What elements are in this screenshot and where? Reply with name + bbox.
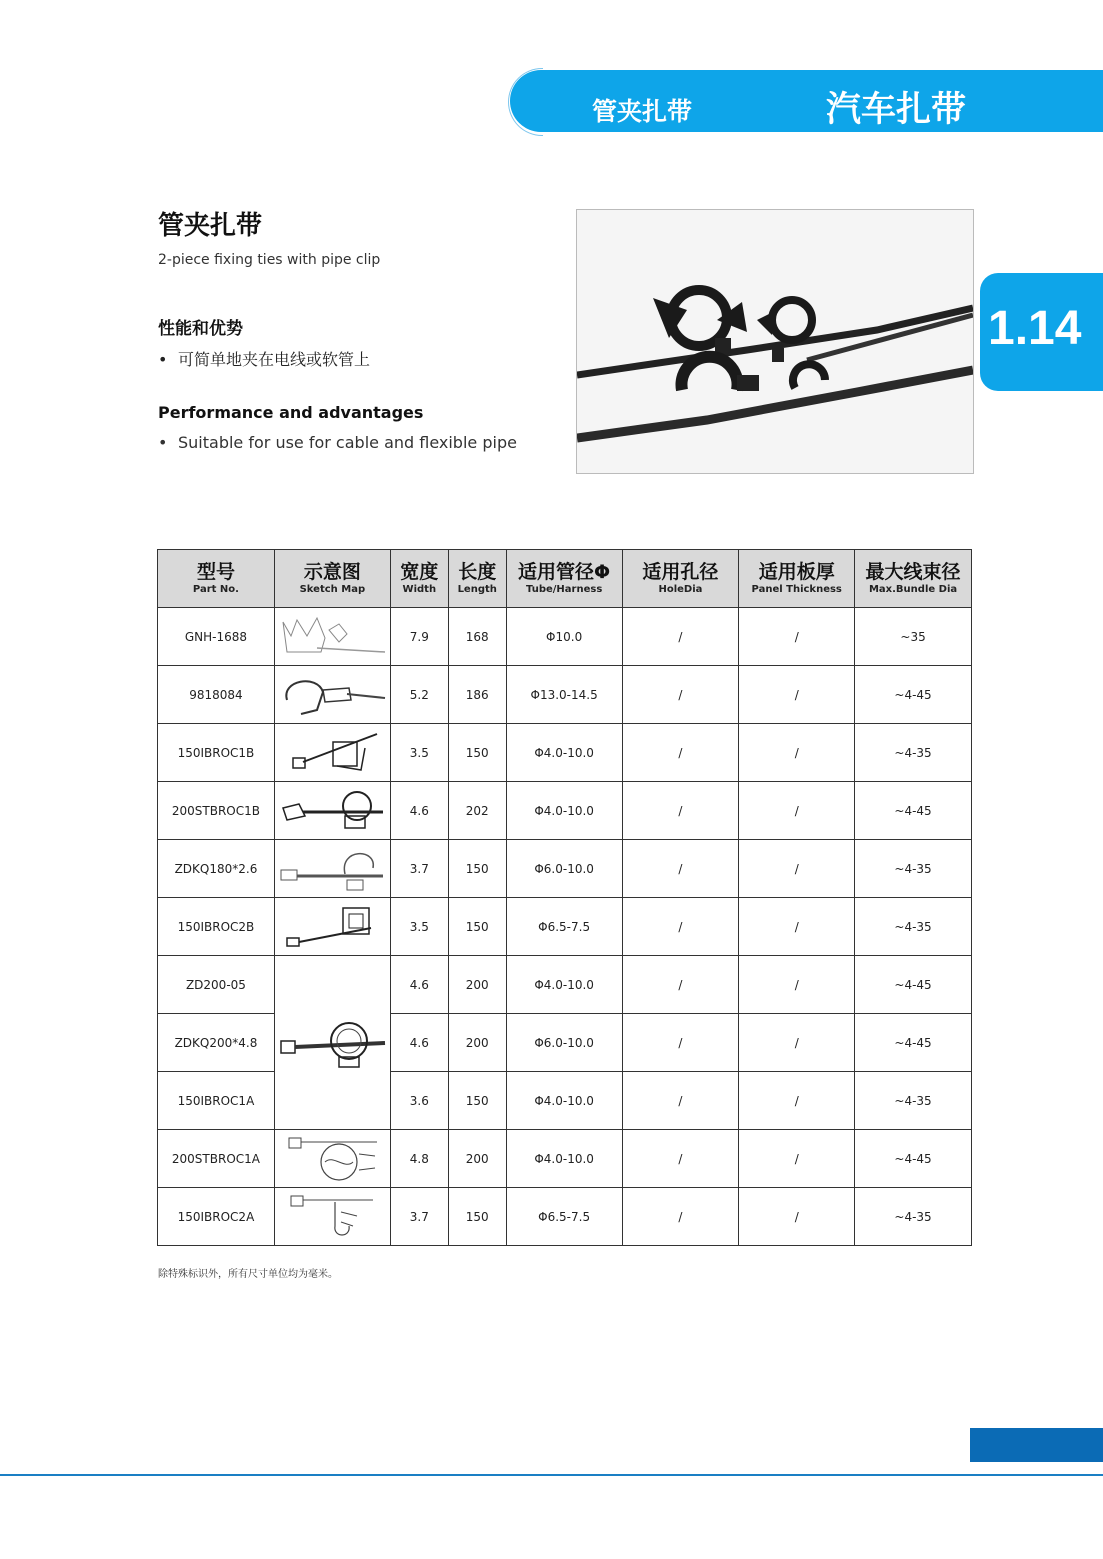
cell-part-no: 150IBROC2B (158, 898, 275, 956)
sketch-200stbroc1b (277, 786, 387, 836)
cell-panel: / (739, 724, 855, 782)
cell-bundle: ~4-45 (855, 666, 972, 724)
cell-tube: Φ4.0-10.0 (506, 782, 622, 840)
cell-length: 150 (448, 724, 506, 782)
header-max-bundle-dia: 最大线束径 Max.Bundle Dia (855, 550, 972, 608)
cell-width: 7.9 (390, 608, 448, 666)
feature-bullet-en (158, 433, 517, 452)
cell-hole: / (622, 608, 739, 666)
cell-length: 200 (448, 956, 506, 1014)
cell-panel: / (739, 1072, 855, 1130)
cell-length: 150 (448, 1188, 506, 1246)
sketch-zd200-zdkq200-150ibroc1a (277, 1013, 387, 1073)
sketch-9818084 (277, 670, 387, 720)
cell-length: 150 (448, 898, 506, 956)
cell-length: 150 (448, 840, 506, 898)
table-header-row (158, 550, 972, 608)
header-tube-harness: 适用管径Φ Tube/Harness (506, 550, 622, 608)
cell-tube: Φ13.0-14.5 (506, 666, 622, 724)
cell-hole: / (622, 666, 739, 724)
cell-part-no: ZDKQ200*4.8 (158, 1014, 275, 1072)
cell-bundle: ~4-45 (855, 782, 972, 840)
sketch-150ibroc1b (277, 728, 387, 778)
cell-part-no: GNH-1688 (158, 608, 275, 666)
table-row (158, 608, 972, 666)
bullet-dot: • (158, 350, 168, 369)
sketch-cell (274, 840, 390, 898)
cell-panel: / (739, 956, 855, 1014)
cell-tube: Φ6.0-10.0 (506, 840, 622, 898)
cell-bundle: ~35 (855, 608, 972, 666)
cell-panel: / (739, 666, 855, 724)
cell-part-no: 9818084 (158, 666, 275, 724)
cell-bundle: ~4-45 (855, 1130, 972, 1188)
cell-hole: / (622, 724, 739, 782)
cell-length: 150 (448, 1072, 506, 1130)
cell-panel: / (739, 608, 855, 666)
feature-text-cn: 可简单地夹在电线或软管上 (178, 350, 371, 369)
cell-hole: / (622, 840, 739, 898)
cell-tube: Φ6.0-10.0 (506, 1014, 622, 1072)
cell-length: 168 (448, 608, 506, 666)
sketch-cell (274, 1130, 390, 1188)
section-number-tab (980, 273, 1103, 391)
cell-width: 4.8 (390, 1130, 448, 1188)
cell-part-no: 200STBROC1B (158, 782, 275, 840)
cell-panel: / (739, 840, 855, 898)
sketch-cell (274, 608, 390, 666)
table-row (158, 724, 972, 782)
feature-bullet-cn (158, 347, 370, 370)
sketch-200stbroc1a (277, 1134, 387, 1184)
header-panel-thickness: 适用板厚 Panel Thickness (739, 550, 855, 608)
table-row (158, 840, 972, 898)
table-row (158, 898, 972, 956)
cell-width: 3.5 (390, 898, 448, 956)
units-note: 除特殊标识外，所有尺寸单位均为毫米。 (158, 1269, 338, 1280)
sketch-cell-merged (274, 956, 390, 1130)
header-length: 长度 Length (448, 550, 506, 608)
cell-width: 3.6 (390, 1072, 448, 1130)
table-row (158, 956, 972, 1014)
cell-bundle: ~4-45 (855, 1014, 972, 1072)
table-row (158, 666, 972, 724)
cell-bundle: ~4-35 (855, 840, 972, 898)
page-title: 管夹扎带 (158, 211, 263, 241)
feature-text-en: Suitable for use for cable and flexible pipe (178, 433, 517, 452)
cell-panel: / (739, 1014, 855, 1072)
cell-width: 5.2 (390, 666, 448, 724)
cell-bundle: ~4-35 (855, 898, 972, 956)
cell-tube: Φ4.0-10.0 (506, 956, 622, 1014)
cell-hole: / (622, 956, 739, 1014)
sketch-cell (274, 1188, 390, 1246)
cell-part-no: 150IBROC1A (158, 1072, 275, 1130)
cell-width: 4.6 (390, 1014, 448, 1072)
footer-accent-block (970, 1428, 1103, 1462)
cell-length: 186 (448, 666, 506, 724)
cell-width: 4.6 (390, 956, 448, 1014)
cell-width: 3.7 (390, 840, 448, 898)
section-number: 1.14 (988, 302, 1082, 355)
cell-bundle: ~4-35 (855, 1072, 972, 1130)
product-photo-illustration (577, 210, 973, 473)
cell-bundle: ~4-35 (855, 724, 972, 782)
banner-category-label: 管夹扎带 (592, 97, 693, 126)
cell-part-no: 150IBROC1B (158, 724, 275, 782)
cell-hole: / (622, 1188, 739, 1246)
page-subtitle: 2-piece fixing ties with pipe clip (158, 252, 381, 268)
table-row (158, 1188, 972, 1246)
cell-length: 200 (448, 1014, 506, 1072)
sketch-cell (274, 782, 390, 840)
cell-width: 3.5 (390, 724, 448, 782)
sketch-150ibroc2b (277, 902, 387, 952)
cell-part-no: 200STBROC1A (158, 1130, 275, 1188)
header-part-no: 型号 Part No. (158, 550, 275, 608)
cell-hole: / (622, 898, 739, 956)
performance-heading-cn: 性能和优势 (158, 319, 243, 339)
cell-tube: Φ4.0-10.0 (506, 724, 622, 782)
cell-tube: Φ6.5-7.5 (506, 1188, 622, 1246)
footer-divider (0, 1474, 1103, 1476)
header-sketch-map: 示意图 Sketch Map (274, 550, 390, 608)
cell-tube: Φ10.0 (506, 608, 622, 666)
bullet-dot: • (158, 433, 168, 452)
cell-tube: Φ4.0-10.0 (506, 1072, 622, 1130)
sketch-zdkq180 (277, 844, 387, 894)
cell-hole: / (622, 782, 739, 840)
performance-heading-en: Performance and advantages (158, 403, 424, 422)
cell-part-no: ZD200-05 (158, 956, 275, 1014)
sketch-cell (274, 666, 390, 724)
cell-width: 4.6 (390, 782, 448, 840)
cell-panel: / (739, 1188, 855, 1246)
cell-tube: Φ4.0-10.0 (506, 1130, 622, 1188)
sketch-gnh-1688 (277, 612, 387, 662)
header-hole-dia: 适用孔径 HoleDia (622, 550, 739, 608)
cell-bundle: ~4-45 (855, 956, 972, 1014)
table-row (158, 1130, 972, 1188)
cell-panel: / (739, 782, 855, 840)
sketch-cell (274, 724, 390, 782)
cell-panel: / (739, 1130, 855, 1188)
header-width: 宽度 Width (390, 550, 448, 608)
table-row (158, 782, 972, 840)
cell-part-no: 150IBROC2A (158, 1188, 275, 1246)
cell-hole: / (622, 1014, 739, 1072)
sketch-cell (274, 898, 390, 956)
cell-panel: / (739, 898, 855, 956)
cell-length: 200 (448, 1130, 506, 1188)
product-photo (576, 209, 974, 474)
cell-hole: / (622, 1072, 739, 1130)
cell-hole: / (622, 1130, 739, 1188)
spec-table (157, 549, 972, 1246)
cell-part-no: ZDKQ180*2.6 (158, 840, 275, 898)
banner-section-label: 汽车扎带 (826, 90, 967, 130)
sketch-150ibroc2a (277, 1192, 387, 1242)
cell-bundle: ~4-35 (855, 1188, 972, 1246)
cell-tube: Φ6.5-7.5 (506, 898, 622, 956)
cell-length: 202 (448, 782, 506, 840)
cell-width: 3.7 (390, 1188, 448, 1246)
